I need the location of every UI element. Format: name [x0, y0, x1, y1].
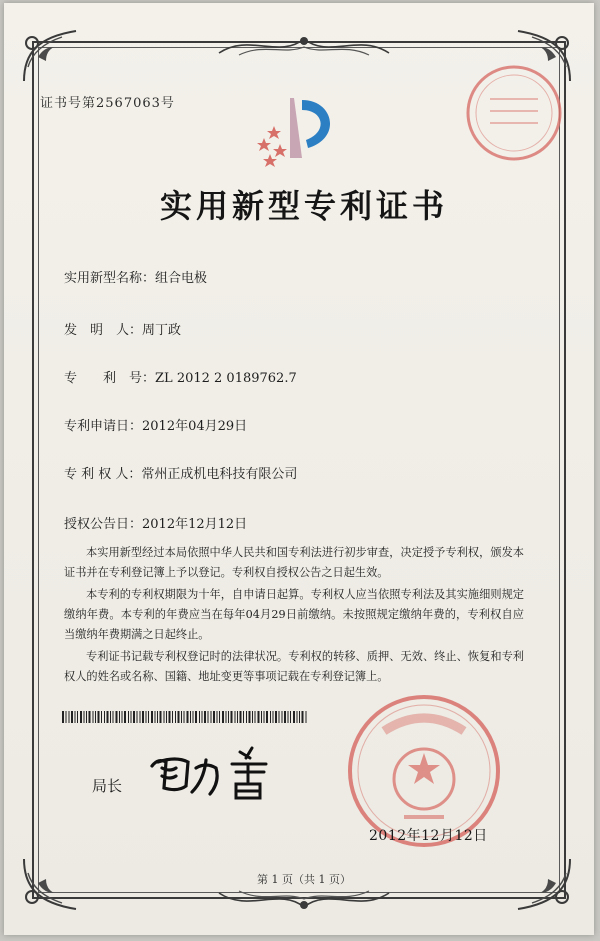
barcode-icon — [62, 711, 310, 723]
patentee-label: 专 利 权 人： — [64, 467, 142, 482]
bottom-center-ornament — [209, 883, 399, 917]
seal-date: 2012年12月12日 — [369, 828, 488, 844]
patentee-row — [64, 463, 297, 482]
body-paragraph-1: 本实用新型经过本局依照中华人民共和国专利法进行初步审查，决定授予专利权，颁发本证书并在专利登记簿上予以登记。专利权自授权公告之日起生效。 — [64, 546, 524, 579]
grant-date-value: 2012年12月12日 — [142, 517, 248, 532]
top-right-seal-icon — [462, 61, 566, 165]
grant-date-label: 授权公告日： — [64, 517, 143, 532]
patentee-value: 常州正成机电科技有限公司 — [141, 467, 298, 482]
page-number: 第 1 页（共 1 页） — [257, 873, 351, 886]
director-signature — [144, 738, 294, 808]
utility-name-row — [64, 267, 207, 286]
corner-ornament-top-left — [18, 23, 82, 87]
certificate-title: 实用新型专利证书 — [159, 187, 448, 225]
utility-name-label: 实用新型名称： — [64, 271, 156, 286]
filing-date-row — [64, 415, 247, 434]
director-label: 局长 — [92, 777, 123, 795]
patent-number-value: ZL 2012 2 0189762.7 — [155, 371, 297, 386]
utility-name-value: 组合电极 — [155, 271, 208, 286]
top-center-ornament — [209, 29, 399, 63]
patent-number-row — [64, 367, 297, 386]
filing-date-value: 2012年04月29日 — [142, 419, 248, 434]
filing-date-label: 专利申请日： — [64, 419, 143, 434]
certificate-number: 证书号第2567063号 — [40, 96, 175, 111]
inventor-row — [64, 319, 181, 338]
inventor-value: 周丁政 — [142, 323, 182, 338]
sipo-emblem-icon — [244, 88, 354, 178]
inventor-label: 发 明 人： — [64, 323, 143, 338]
grant-date-row — [64, 513, 247, 532]
patent-number-label: 专 利 号： — [64, 371, 156, 386]
certificate-sheet — [4, 3, 594, 935]
body-paragraph-2: 本专利的专利权期限为十年，自申请日起算。专利权人应当依照专利法及其实施细则规定缴纳年费。本专利的年费应当在每年04月29日前缴纳。未按照规定缴纳年费的，专利权自应当缴纳年费期满之日起终止。 — [64, 588, 524, 641]
body-paragraph-3: 专利证书记载专利权登记时的法律状况。专利权的转移、质押、无效、终止、恢复和专利权人的姓名或名称、国籍、地址变更等事项记载在专利登记簿上。 — [64, 650, 524, 683]
